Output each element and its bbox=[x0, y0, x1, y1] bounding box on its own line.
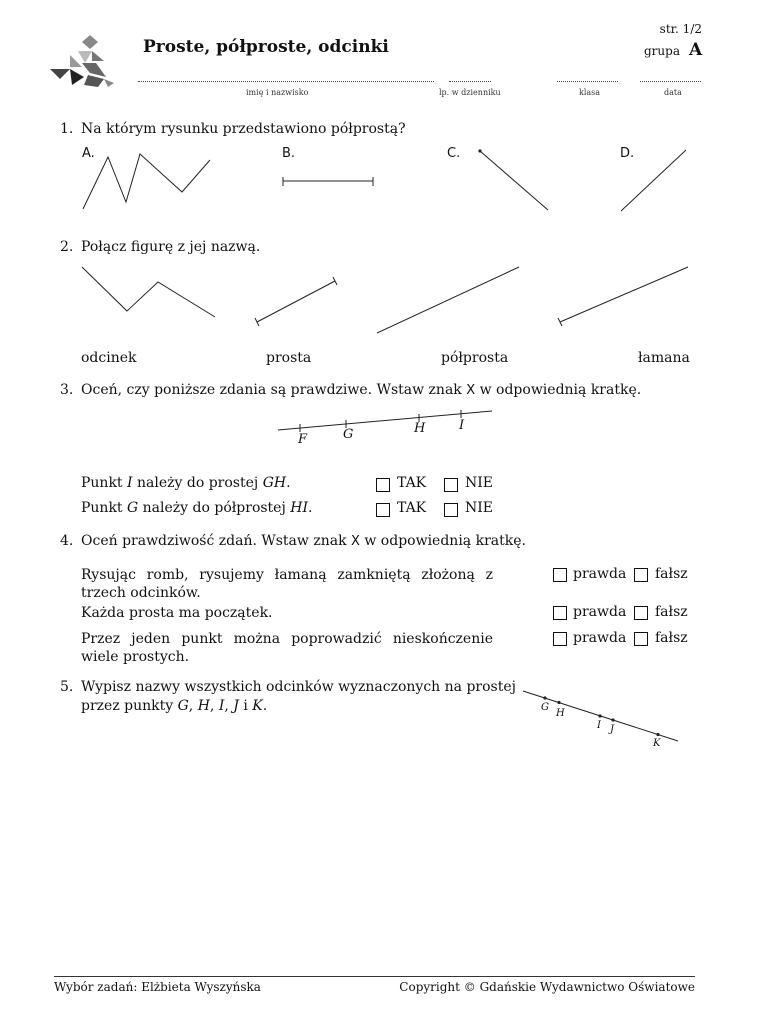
q4-s1-true-label: prawda bbox=[573, 566, 627, 582]
q3-s2-yes-checkbox[interactable] bbox=[376, 503, 390, 517]
q3-s2-no-checkbox[interactable] bbox=[444, 503, 458, 517]
q2-number: 2. bbox=[60, 239, 74, 255]
q3-point-i: I bbox=[459, 418, 465, 433]
q1-option-d: D. bbox=[620, 146, 635, 161]
q1-line-d bbox=[621, 150, 686, 211]
q4-s3-false-label: fałsz bbox=[655, 630, 688, 646]
q3-point-g: G bbox=[343, 427, 354, 442]
footer-author: Wybór zadań: Elżbieta Wyszyńska bbox=[54, 980, 261, 994]
q5-text-line1: Wypisz nazwy wszystkich odcinków wyznaczonych na prostej bbox=[81, 679, 516, 695]
q3-s2-no-label: NIE bbox=[465, 500, 493, 516]
q3-text: Oceń, czy poniższe zdania są prawdziwe. Wstaw znak X w odpowiednią kratkę. bbox=[81, 382, 642, 398]
q2-segment bbox=[255, 277, 337, 326]
q3-statement-2: Punkt G należy do półprostej HI. bbox=[81, 500, 313, 516]
q1-number: 1. bbox=[60, 121, 74, 137]
q5-point-h: H bbox=[556, 708, 565, 719]
date-field-label: data bbox=[664, 88, 682, 97]
q2-name-segment: odcinek bbox=[81, 350, 137, 366]
class-field-label: klasa bbox=[579, 88, 601, 97]
q3-s1-no-label: NIE bbox=[465, 475, 493, 491]
q4-text: Oceń prawdziwość zdań. Wstaw znak X w odpowiednią kratkę. bbox=[81, 533, 526, 549]
q3-point-h: H bbox=[414, 421, 426, 436]
page-title: Proste, półproste, odcinki bbox=[143, 37, 389, 57]
name-field-label: imię i nazwisko bbox=[246, 88, 309, 97]
q4-s1-true-checkbox[interactable] bbox=[553, 568, 567, 582]
q4-s2-false-checkbox[interactable] bbox=[634, 606, 648, 620]
q3-s2-yes-label: TAK bbox=[397, 500, 427, 516]
q1-option-a: A. bbox=[82, 146, 95, 161]
q1-option-b: B. bbox=[282, 146, 296, 161]
q2-line bbox=[377, 267, 519, 333]
q4-s3-true-checkbox[interactable] bbox=[553, 632, 567, 646]
q2-name-line: prosta bbox=[266, 350, 312, 366]
q4-s3-false-checkbox[interactable] bbox=[634, 632, 648, 646]
page-number: str. 1/2 bbox=[659, 22, 702, 36]
q3-statement-1: Punkt I należy do prostej GH. bbox=[81, 475, 291, 491]
q3-s1-yes-checkbox[interactable] bbox=[376, 478, 390, 492]
q2-polyline bbox=[82, 267, 215, 317]
q1-segment-b bbox=[283, 177, 373, 186]
q4-s2-false-label: fałsz bbox=[655, 604, 688, 620]
q5-point-j: J bbox=[610, 724, 615, 735]
q5-text-line2: przez punkty G, H, I, J i K. bbox=[81, 698, 268, 714]
footer-divider bbox=[54, 976, 695, 977]
q3-s1-no-checkbox[interactable] bbox=[444, 478, 458, 492]
q4-number: 4. bbox=[60, 533, 74, 549]
q4-statement-2: Każda prosta ma początek. bbox=[81, 605, 273, 621]
group-value: A bbox=[689, 40, 703, 60]
q1-polyline-a bbox=[83, 154, 210, 209]
number-field-label: lp. w dzienniku bbox=[439, 88, 501, 97]
q4-s3-true-label: prawda bbox=[573, 630, 627, 646]
q5-point-i: I bbox=[597, 720, 601, 731]
q1-figures bbox=[0, 0, 768, 240]
q4-s1-false-label: fałsz bbox=[655, 566, 688, 582]
q4-s2-true-checkbox[interactable] bbox=[553, 606, 567, 620]
q3-s1-yes-label: TAK bbox=[397, 475, 427, 491]
q2-figures bbox=[0, 250, 768, 350]
q2-name-polyline: łamana bbox=[638, 350, 690, 366]
q2-text: Połącz figurę z jej nazwą. bbox=[81, 239, 261, 255]
q4-s1-false-checkbox[interactable] bbox=[634, 568, 648, 582]
q4-statement-3: Przez jeden punkt można poprowadzić nieskończenie wiele prostych. bbox=[81, 631, 493, 665]
q5-number: 5. bbox=[60, 679, 74, 695]
q1-text: Na którym rysunku przedstawiono półprostą? bbox=[81, 121, 406, 137]
q2-ray bbox=[558, 267, 688, 326]
q3-number: 3. bbox=[60, 382, 74, 398]
q4-statement-1: Rysując romb, rysujemy łamaną zamkniętą złożoną z trzech odcinków. bbox=[81, 567, 493, 601]
q5-point-k: K bbox=[653, 738, 661, 749]
group-label: grupa bbox=[644, 44, 680, 58]
q1-option-c: C. bbox=[447, 146, 461, 161]
q3-point-f: F bbox=[298, 432, 308, 447]
q4-s2-true-label: prawda bbox=[573, 604, 627, 620]
footer-copyright: Copyright © Gdańskie Wydawnictwo Oświatowe bbox=[399, 980, 695, 994]
q2-name-ray: półprosta bbox=[441, 350, 509, 366]
q5-point-g: G bbox=[541, 702, 549, 713]
q1-ray-c bbox=[478, 149, 548, 210]
